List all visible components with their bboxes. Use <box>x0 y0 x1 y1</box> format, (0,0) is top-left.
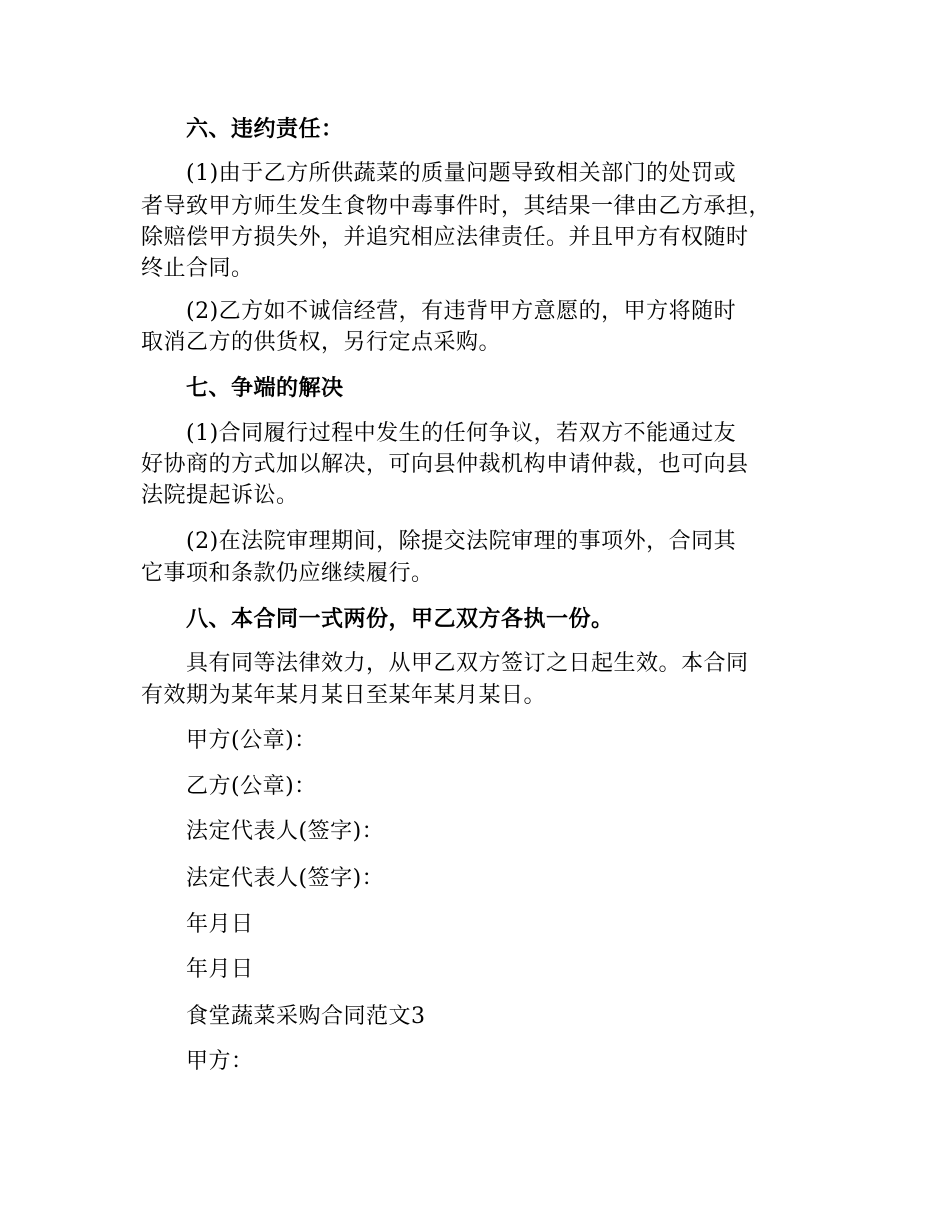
party-a-line: 甲方： <box>186 1049 254 1074</box>
paragraph-line: 法院提起诉讼。 <box>141 483 299 508</box>
paragraph-line: 好协商的方式加以解决，可向县仲裁机构申请仲裁，也可向县 <box>141 452 749 477</box>
paragraph-line: 有效期为某年某月某日至某年某月某日。 <box>141 683 547 708</box>
paragraph-line: 取消乙方的供货权，另行定点采购。 <box>141 330 502 355</box>
paragraph-line: (1)由于乙方所供蔬菜的质量问题导致相关部门的处罚或 <box>186 161 737 186</box>
party-b-seal-line: 乙方(公章)： <box>186 774 317 799</box>
party-a-seal-line: 甲方(公章)： <box>186 728 317 753</box>
paragraph-line: 除赔偿甲方损失外，并追究相应法律责任。并且甲方有权随时 <box>141 225 749 250</box>
paragraph-line: 它事项和条款仍应继续履行。 <box>141 561 434 586</box>
date-line: 年月日 <box>186 912 254 937</box>
paragraph-line: (2)在法院审理期间，除提交法院审理的事项外，合同其 <box>186 529 737 554</box>
paragraph-line: 终止合同。 <box>141 256 254 281</box>
section-heading-copies: 八、本合同一式两份，甲乙双方各执一份。 <box>186 606 614 632</box>
section-heading-dispute-resolution: 七、争端的解决 <box>186 375 344 401</box>
legal-representative-line: 法定代表人(签字)： <box>186 819 385 844</box>
paragraph-line: 者导致甲方师生发生食物中毒事件时，其结果一律由乙方承担， <box>141 194 772 219</box>
paragraph-line: (1)合同履行过程中发生的任何争议，若双方不能通过友 <box>186 421 737 446</box>
next-document-title: 食堂蔬菜采购合同范文3 <box>186 1004 426 1029</box>
paragraph-line: 具有同等法律效力，从甲乙双方签订之日起生效。本合同 <box>186 651 749 676</box>
paragraph-line: (2)乙方如不诚信经营，有违背甲方意愿的，甲方将随时 <box>186 299 737 324</box>
date-line: 年月日 <box>186 957 254 982</box>
legal-representative-line: 法定代表人(签字)： <box>186 866 385 891</box>
section-heading-breach-liability: 六、违约责任： <box>186 116 344 142</box>
